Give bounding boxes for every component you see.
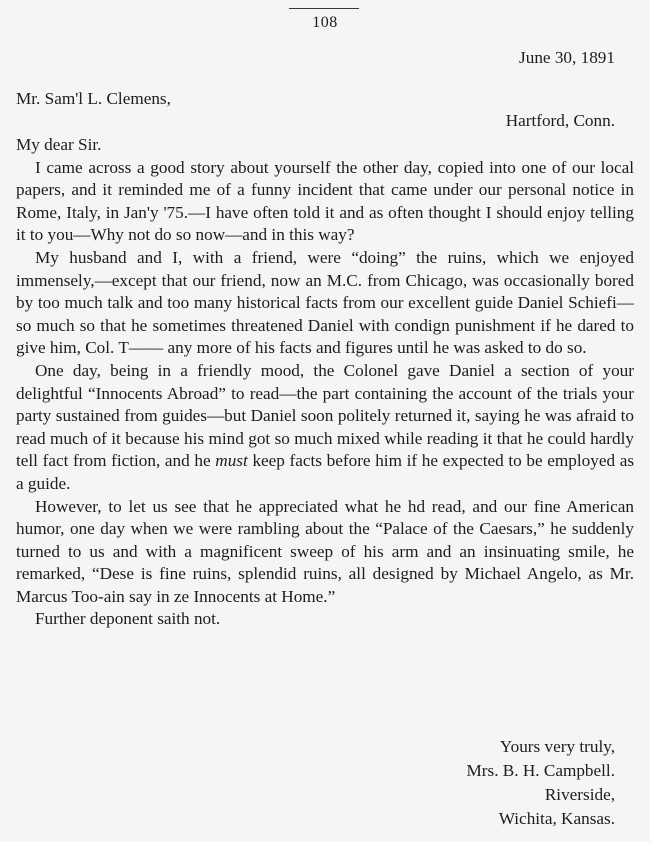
- address-line-2: Wichita, Kansas.: [498, 809, 615, 828]
- salutation: My dear Sir.: [16, 135, 102, 154]
- paragraph-1: I came across a good story about yourself the other day, copied into one of our local papers, and it reminded me of a funny incident that came under our personal notice in Rome, Italy, in Jan'y '75.—I have often told it and as often thought I should enjoy telling it to you—Why not do so now—and in this way?: [16, 157, 634, 245]
- paragraph-3: [16, 360, 634, 496]
- recipient-name: Mr. Sam'l L. Clemens,: [16, 89, 171, 108]
- address-line-1: Riverside,: [544, 785, 615, 804]
- paragraph-3-tail: keep facts before him if he expected to be employed as a guide.: [16, 451, 635, 493]
- signature-name: Mrs. B. H. Campbell.: [466, 761, 615, 780]
- page-number: 108: [312, 14, 338, 31]
- letter-body: [16, 134, 634, 631]
- paragraph-3-emphasis: must: [215, 451, 248, 471]
- closing: Yours very truly,: [499, 737, 615, 756]
- header-rule: [289, 8, 359, 9]
- recipient-place: Hartford, Conn.: [505, 111, 615, 130]
- signature-block: [467, 735, 615, 831]
- letter-date: June 30, 1891: [519, 48, 615, 67]
- paragraph-2: My husband and I, with a friend, were “doing” the ruins, which we enjoyed immensely,—except that our friend, now an M.C. from Chicago, was occasionally bored by too much talk and too many historical facts from our excellent guide Daniel Schiefi—so much so that he sometimes threatened Daniel with condign punishment if he dared to give him, Col. T—— any more of his facts and figures until he was asked to do so.: [16, 247, 634, 358]
- paragraph-3-text: One day, being in a friendly mood, the Colonel gave Daniel a section of your delightful “Innocents Abroad” to read—the part containing the account of the trials your party sustained from guides—but Daniel soon politely returned it, saying he was afraid to read much of it because his mind got so much mixed while reading it that he could hardly tell fact from fiction, and he: [16, 360, 634, 471]
- paragraph-5: Further deponent saith not.: [35, 609, 221, 629]
- paragraph-4: However, to let us see that he appreciated what he hd read, and our fine American humor, one day when we were rambling about the “Palace of the Caesars,” he suddenly turned to us and with a magnificent sweep of his arm and an insinuating smile, he remarked, “Dese is fine ruins, splendid ruins, all designed by Michael Angelo, as Mr. Marcus Too-ain say in ze Innocents at Home.”: [16, 496, 634, 606]
